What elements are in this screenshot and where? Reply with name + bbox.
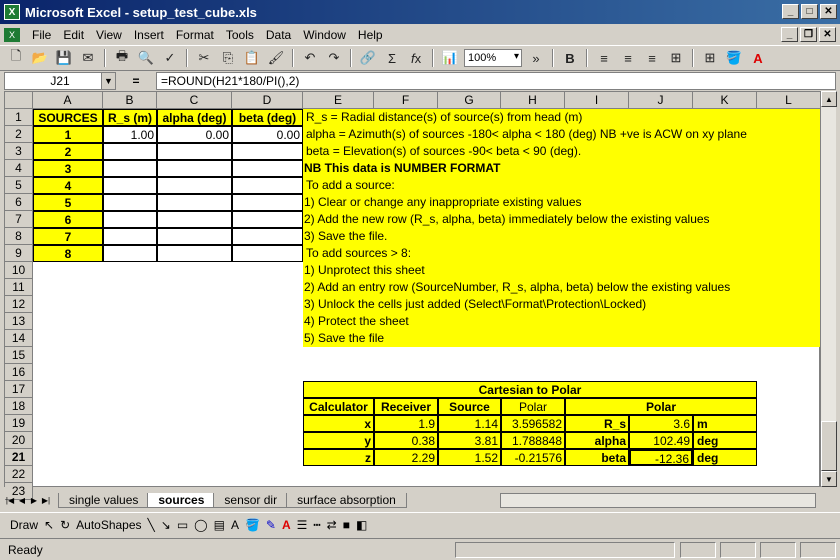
row-header[interactable]: 12 — [5, 296, 33, 313]
copy-icon[interactable]: ⎘ — [222, 50, 234, 65]
row-header[interactable]: 15 — [5, 347, 33, 364]
arrow-icon[interactable]: ↘ — [160, 517, 171, 532]
calc-source[interactable]: 1.14 — [438, 415, 501, 432]
col-header[interactable]: B — [103, 92, 157, 109]
doc-minimize-button[interactable]: _ — [781, 27, 798, 42]
calc-header-calculator[interactable]: Calculator — [303, 398, 374, 415]
data-cell[interactable] — [232, 194, 303, 211]
source-number[interactable]: 4 — [33, 177, 103, 194]
menu-bar — [0, 24, 840, 45]
calc-polar-unit[interactable]: deg — [693, 432, 757, 449]
status-panel — [800, 542, 836, 558]
merge-center-icon[interactable]: ⊞ — [670, 50, 682, 65]
autoshapes-menu[interactable]: AutoShapes — [76, 517, 142, 532]
first-sheet-icon[interactable]: |◀ — [5, 496, 15, 505]
3d-icon[interactable]: ◧ — [355, 517, 368, 532]
row-header[interactable]: 23 — [5, 483, 33, 500]
row-header[interactable]: 20 — [5, 432, 33, 449]
toolbar-options-icon[interactable]: » — [532, 50, 540, 66]
note-line[interactable]: alpha = Azimuth(s) of sources -180< alpha < 180 (deg) NB +ve is ACW on xy plane — [306, 127, 747, 141]
paste-icon[interactable]: 📋 — [243, 50, 261, 65]
status-panel — [680, 542, 716, 558]
function-icon[interactable]: f x — [410, 50, 422, 66]
data-cell[interactable] — [232, 211, 303, 228]
data-cell[interactable] — [232, 143, 303, 160]
calc-header-polar[interactable]: Polar — [565, 398, 757, 415]
font-color-icon[interactable]: A — [753, 50, 763, 66]
data-cell[interactable] — [157, 211, 232, 228]
formula-input[interactable]: =ROUND(H21*180/PI(),2) — [156, 72, 836, 90]
calc-axis[interactable]: y — [303, 432, 374, 449]
fill-color-icon[interactable]: 🪣 — [725, 50, 743, 65]
prev-sheet-icon[interactable]: ◀ — [18, 496, 26, 505]
spreadsheet-grid[interactable] — [4, 91, 820, 498]
doc-close-button[interactable]: ✕ — [819, 27, 836, 42]
data-cell[interactable] — [157, 245, 232, 262]
calc-title[interactable]: Cartesian to Polar — [303, 381, 757, 398]
status-bar — [0, 538, 840, 560]
borders-icon[interactable]: ⊞ — [704, 50, 716, 65]
name-box-dropdown-icon[interactable]: ▼ — [101, 73, 115, 89]
align-right-icon[interactable]: ≡ — [648, 50, 656, 66]
col-header[interactable]: G — [438, 92, 501, 109]
print-icon[interactable]: 🖶 — [115, 48, 129, 63]
align-center-icon[interactable]: ≡ — [624, 50, 632, 66]
drawing-toolbar — [0, 512, 840, 536]
calc-polar-raw[interactable]: -0.21576 — [501, 449, 565, 466]
source-1-rs[interactable]: 1.00 — [103, 126, 157, 143]
row-header[interactable]: 18 — [5, 398, 33, 415]
menu-insert[interactable]: Insert — [133, 27, 164, 42]
status-panel — [455, 542, 675, 558]
col-header[interactable]: J — [629, 92, 693, 109]
menu-data[interactable]: Data — [265, 27, 292, 42]
calc-polar-raw[interactable]: 1.788848 — [501, 432, 565, 449]
tab-surface-absorption[interactable]: surface absorption — [286, 493, 407, 508]
last-sheet-icon[interactable]: ▶| — [41, 496, 51, 505]
data-cell[interactable] — [103, 211, 157, 228]
rs-header[interactable]: R_s (m) — [103, 109, 157, 126]
tab-sensor-dir[interactable]: sensor dir — [213, 493, 288, 508]
col-header[interactable]: L — [757, 92, 821, 109]
source-number[interactable]: 6 — [33, 211, 103, 228]
row-header[interactable]: 5 — [5, 177, 33, 194]
doc-restore-button[interactable]: ❐ — [800, 27, 817, 42]
data-cell[interactable] — [103, 160, 157, 177]
menu-file[interactable]: File — [32, 27, 52, 42]
row-header[interactable]: 8 — [5, 228, 33, 245]
row-header[interactable]: 16 — [5, 364, 33, 381]
format-painter-icon[interactable]: 🖌 — [267, 50, 285, 65]
source-number[interactable]: 8 — [33, 245, 103, 262]
data-cell[interactable] — [103, 143, 157, 160]
note-line[interactable]: 2) Add the new row (R_s, alpha, beta) immediately below the existing values — [304, 212, 710, 226]
note-line[interactable]: To add sources > 8: — [306, 246, 412, 260]
col-header[interactable]: D — [232, 92, 303, 109]
menu-tools[interactable]: Tools — [225, 27, 254, 42]
line-style-icon[interactable]: ☰ — [296, 517, 308, 532]
standard-toolbar — [0, 45, 840, 71]
data-cell[interactable] — [157, 228, 232, 245]
calc-polar-unit[interactable]: deg — [693, 449, 757, 466]
window-title: Microsoft Excel - setup_test_cube.xls — [25, 4, 257, 20]
redo-icon[interactable]: ↷ — [328, 50, 340, 65]
column-headers — [5, 92, 821, 109]
row-header[interactable]: 22 — [5, 466, 33, 483]
col-header[interactable]: H — [501, 92, 565, 109]
source-number[interactable]: 2 — [33, 143, 103, 160]
row-header[interactable]: 14 — [5, 330, 33, 347]
zoom-select[interactable]: 100% ▾ — [464, 49, 522, 67]
vertical-scroll-thumb[interactable] — [821, 421, 837, 471]
permission-icon[interactable]: ✉ — [82, 50, 94, 65]
source-number[interactable]: 3 — [33, 160, 103, 177]
calc-axis[interactable]: z — [303, 449, 374, 466]
beta-header[interactable]: beta (deg) — [232, 109, 303, 126]
align-left-icon[interactable]: ≡ — [600, 50, 608, 66]
calc-polar-label[interactable]: beta — [565, 449, 629, 466]
calc-polar-value[interactable]: 102.49 — [629, 432, 693, 449]
data-cell[interactable] — [232, 228, 303, 245]
data-cell[interactable] — [103, 245, 157, 262]
name-box-value: J21 — [50, 74, 70, 88]
calc-source[interactable]: 3.81 — [438, 432, 501, 449]
calc-header-source[interactable]: Source — [438, 398, 501, 415]
note-line[interactable]: 2) Add an entry row (SourceNumber, R_s, alpha, beta) below the existing values — [304, 280, 731, 294]
tab-sources[interactable]: sources — [147, 493, 215, 508]
calc-polar-label[interactable]: alpha — [565, 432, 629, 449]
col-header[interactable]: A — [33, 92, 103, 109]
active-cell-J21[interactable]: -12.36 — [629, 449, 693, 466]
name-box[interactable] — [4, 72, 116, 90]
note-line[interactable]: R_s = Radial distance(s) of source(s) from head (m) — [306, 110, 583, 124]
select-objects-icon[interactable]: ↖ — [44, 517, 55, 532]
col-header[interactable]: F — [374, 92, 438, 109]
close-button[interactable]: ✕ — [820, 4, 837, 19]
data-cell[interactable] — [157, 177, 232, 194]
chart-wizard-icon[interactable]: 📊 — [441, 50, 459, 65]
source-1-beta[interactable]: 0.00 — [232, 126, 303, 143]
menu-format[interactable]: Format — [175, 27, 214, 42]
calc-header-receiver[interactable]: Receiver — [374, 398, 438, 415]
row-header[interactable]: 13 — [5, 313, 33, 330]
horizontal-scrollbar[interactable] — [500, 493, 816, 508]
wordart-icon[interactable]: A — [230, 517, 239, 532]
calc-axis[interactable]: x — [303, 415, 374, 432]
menu-window[interactable]: Window — [303, 27, 346, 42]
print-preview-icon[interactable]: 🔍 — [137, 50, 155, 65]
row-header-active[interactable]: 21 — [5, 449, 33, 466]
source-number[interactable]: 7 — [33, 228, 103, 245]
note-line[interactable]: 5) Save the file — [304, 331, 385, 345]
draw-menu[interactable]: Draw — [10, 517, 39, 532]
undo-icon[interactable]: ↶ — [304, 50, 316, 65]
row-header[interactable]: 7 — [5, 211, 33, 228]
line-color-icon[interactable]: ✎ — [265, 517, 276, 532]
note-line[interactable]: 3) Unlock the cells just added (Select\Format\Protection\Locked) — [304, 297, 647, 311]
data-cell[interactable] — [232, 160, 303, 177]
note-line[interactable]: 1) Unprotect this sheet — [304, 263, 425, 277]
calc-source[interactable]: 1.52 — [438, 449, 501, 466]
row-header[interactable]: 17 — [5, 381, 33, 398]
note-line[interactable]: To add a source: — [306, 178, 395, 192]
data-cell[interactable] — [103, 194, 157, 211]
col-header[interactable]: I — [565, 92, 629, 109]
minimize-button[interactable]: _ — [782, 4, 799, 19]
equals-icon[interactable]: = — [132, 74, 140, 88]
row-header[interactable]: 3 — [5, 143, 33, 160]
calc-polar-raw[interactable]: 3.596582 — [501, 415, 565, 432]
alpha-header[interactable]: alpha (deg) — [157, 109, 232, 126]
line-icon[interactable]: ╲ — [147, 517, 155, 532]
hyperlink-icon[interactable]: 🔗 — [359, 50, 377, 65]
row-header[interactable]: 4 — [5, 160, 33, 177]
status-panel — [720, 542, 756, 558]
menu-help[interactable]: Help — [357, 27, 383, 42]
bold-icon[interactable]: B — [565, 50, 575, 66]
new-icon[interactable]: 🗋 — [10, 48, 22, 63]
save-icon[interactable]: 💾 — [55, 50, 73, 65]
workbook-icon[interactable]: X — [4, 28, 20, 42]
font-color-icon[interactable]: A — [281, 517, 291, 532]
menu-view[interactable]: View — [96, 27, 122, 42]
rectangle-icon[interactable]: ▭ — [176, 517, 189, 532]
row-header[interactable]: 1 — [5, 109, 33, 126]
status-text: Ready — [8, 542, 43, 557]
calc-header-polar-raw[interactable]: Polar — [501, 398, 565, 415]
dash-style-icon[interactable]: ┅ — [313, 517, 321, 532]
maximize-button[interactable]: □ — [801, 4, 818, 19]
note-line[interactable]: 4) Protect the sheet — [304, 314, 409, 328]
autosum-icon[interactable]: Σ — [387, 50, 397, 66]
vertical-scrollbar[interactable] — [820, 91, 836, 487]
data-cell[interactable] — [232, 177, 303, 194]
note-line[interactable]: NB This data is NUMBER FORMAT — [304, 161, 501, 175]
source-number[interactable]: 1 — [33, 126, 103, 143]
spelling-icon[interactable]: ✓ — [164, 50, 176, 65]
data-cell[interactable] — [103, 177, 157, 194]
note-line[interactable]: 3) Save the file. — [304, 229, 388, 243]
sources-header[interactable]: SOURCES — [33, 109, 103, 126]
row-header[interactable]: 19 — [5, 415, 33, 432]
note-line[interactable]: 1) Clear or change any inappropriate existing values — [304, 195, 582, 209]
row-header[interactable]: 6 — [5, 194, 33, 211]
row-header[interactable]: 11 — [5, 279, 33, 296]
source-1-alpha[interactable]: 0.00 — [157, 126, 232, 143]
calc-receiver[interactable]: 0.38 — [374, 432, 438, 449]
data-cell[interactable] — [157, 160, 232, 177]
menu-edit[interactable]: Edit — [63, 27, 85, 42]
open-icon[interactable]: 📂 — [31, 50, 49, 65]
status-panel — [760, 542, 796, 558]
tab-single-values[interactable]: single values — [58, 493, 149, 508]
title-bar — [0, 0, 840, 24]
scroll-up-icon[interactable]: ▲ — [821, 91, 837, 107]
source-number[interactable]: 5 — [33, 194, 103, 211]
next-sheet-icon[interactable]: ▶ — [30, 496, 38, 505]
row-header[interactable]: 9 — [5, 245, 33, 262]
fill-color-icon[interactable]: 🪣 — [244, 517, 260, 532]
select-all-corner[interactable] — [5, 92, 33, 109]
data-cell[interactable] — [103, 228, 157, 245]
data-cell[interactable] — [232, 245, 303, 262]
formula-bar — [0, 71, 840, 91]
oval-icon[interactable]: ◯ — [194, 517, 208, 532]
data-cell[interactable] — [157, 143, 232, 160]
col-header[interactable]: K — [693, 92, 757, 109]
calc-polar-label[interactable]: R_s — [565, 415, 629, 432]
note-line[interactable]: beta = Elevation(s) of sources -90< beta < 90 (deg). — [306, 144, 582, 158]
calc-polar-value[interactable]: 3.6 — [629, 415, 693, 432]
row-header[interactable]: 10 — [5, 262, 33, 279]
col-header[interactable]: C — [157, 92, 232, 109]
excel-app-icon[interactable]: X — [4, 4, 20, 20]
calc-polar-unit[interactable]: m — [693, 415, 757, 432]
textbox-icon[interactable]: ▤ — [213, 517, 225, 532]
cut-icon[interactable]: ✂ — [198, 50, 210, 65]
shadow-icon[interactable]: ■ — [342, 517, 350, 532]
row-header[interactable]: 2 — [5, 126, 33, 143]
calc-receiver[interactable]: 1.9 — [374, 415, 438, 432]
rotate-icon[interactable]: ↻ — [60, 517, 71, 532]
arrow-style-icon[interactable]: ⇄ — [326, 517, 337, 532]
calc-receiver[interactable]: 2.29 — [374, 449, 438, 466]
scroll-down-icon[interactable]: ▼ — [821, 471, 837, 487]
col-header[interactable]: E — [303, 92, 374, 109]
data-cell[interactable] — [157, 194, 232, 211]
